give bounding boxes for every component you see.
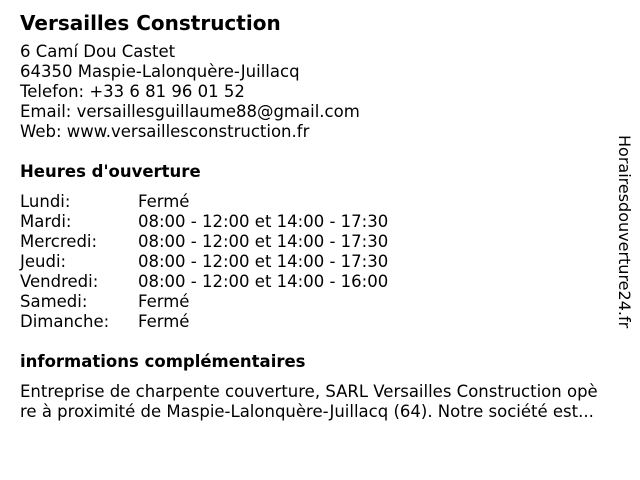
hours-table <box>20 192 620 332</box>
email-line: Email: versaillesguillaume88@gmail.com <box>20 102 360 121</box>
info-title: informations complémentaires <box>20 352 306 371</box>
hours-time: 08:00 - 12:00 et 14:00 - 17:30 <box>138 252 389 271</box>
address-line-2: 64350 Maspie-Lalonquère-Juillacq <box>20 62 300 81</box>
info-line-2: re à proximité de Maspie-Lalonquère-Juillacq (64). Notre société est... <box>20 402 594 421</box>
hours-day: Samedi: <box>20 292 88 311</box>
hours-row-dimanche <box>20 312 620 332</box>
hours-day: Dimanche: <box>20 312 110 331</box>
hours-time: 08:00 - 12:00 et 14:00 - 17:30 <box>138 232 389 251</box>
address-line-1: 6 Camí Dou Castet <box>20 42 176 61</box>
hours-title: Heures d'ouverture <box>20 162 201 181</box>
hours-row-jeudi <box>20 252 620 272</box>
hours-time: 08:00 - 12:00 et 14:00 - 17:30 <box>138 212 389 231</box>
hours-time: 08:00 - 12:00 et 14:00 - 16:00 <box>138 272 389 291</box>
hours-row-mardi <box>20 212 620 232</box>
info-line-1: Entreprise de charpente couverture, SARL Versailles Construction opè <box>20 382 598 401</box>
hours-row-lundi <box>20 192 620 212</box>
hours-time: Fermé <box>138 192 190 211</box>
hours-row-samedi <box>20 292 620 312</box>
business-card <box>20 10 620 422</box>
hours-day: Jeudi: <box>20 252 67 271</box>
phone-line: Telefon: +33 6 81 96 01 52 <box>20 82 245 101</box>
hours-row-vendredi <box>20 272 620 292</box>
hours-day: Mercredi: <box>20 232 98 251</box>
hours-day: Lundi: <box>20 192 71 211</box>
hours-day: Vendredi: <box>20 272 99 291</box>
hours-day: Mardi: <box>20 212 72 231</box>
web-line: Web: www.versaillesconstruction.fr <box>20 122 310 141</box>
hours-row-mercredi <box>20 232 620 252</box>
hours-time: Fermé <box>138 312 190 331</box>
business-name: Versailles Construction <box>20 11 281 35</box>
hours-time: Fermé <box>138 292 190 311</box>
site-watermark: Horairesdouverture24.fr <box>615 135 634 329</box>
info-description <box>20 382 630 422</box>
